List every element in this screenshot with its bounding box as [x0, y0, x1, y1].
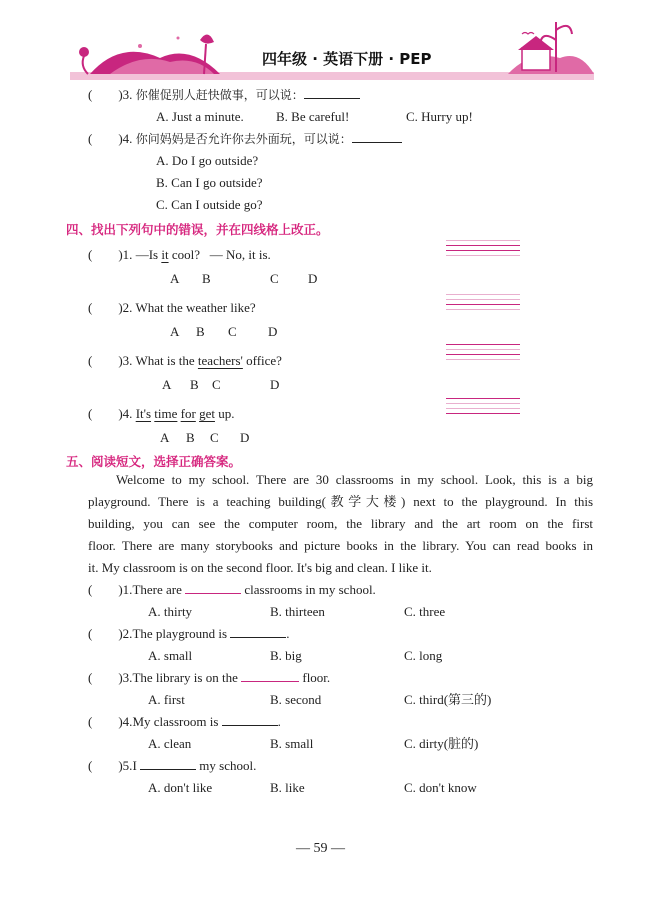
option-letter-b: B — [202, 271, 211, 286]
option-b: B. big — [270, 648, 302, 663]
question-text: There are — [132, 582, 182, 597]
option-c: C. dirty(脏的) — [404, 736, 479, 751]
option-letter-b: B — [196, 324, 205, 339]
header-decoration-art — [0, 0, 658, 84]
segment-c: for — [180, 406, 196, 421]
error-item-1: ( )1. —Is it cool? — No, it is. — [88, 247, 271, 262]
option-letter-d: D — [240, 430, 250, 445]
four-line-grid[interactable] — [446, 294, 520, 314]
passage-line: it. My classroom is on the second floor. It's big and clean. I like it. — [88, 560, 432, 575]
option-letter-c: C — [228, 324, 237, 339]
section-heading-5: 五、阅读短文，选择正确答案。 — [66, 454, 242, 469]
page-number: — 59 — — [296, 841, 345, 856]
option-letter-d: D — [268, 324, 278, 339]
error-item-2: ( )2. What the weather like? — [88, 300, 256, 315]
option-letter-a: A — [162, 377, 172, 392]
option-c: C. Hurry up! — [406, 109, 473, 124]
question-number: )4. — [118, 406, 133, 421]
question-prompt: 你催促别人赶快做事，可以说： — [135, 88, 304, 102]
option-b: B. like — [270, 780, 305, 795]
segment-d: get — [199, 406, 215, 421]
reading-passage — [88, 469, 593, 579]
option-a: A. first — [148, 692, 185, 707]
question-text-end: floor. — [302, 670, 331, 685]
option-b: B. Be careful! — [276, 109, 350, 124]
segment-b: is — [166, 353, 176, 368]
four-line-grid[interactable] — [446, 240, 520, 260]
option-letter-a: A — [170, 324, 180, 339]
option-c: C. third(第三的) — [404, 692, 492, 707]
answer-blank[interactable] — [230, 625, 286, 638]
option-letter-a: A — [170, 271, 180, 286]
segment-b: time — [154, 406, 178, 421]
header-banner — [0, 0, 658, 84]
option-letter-d: D — [308, 271, 318, 286]
question-text-end: my school. — [199, 758, 257, 773]
segment-a: What — [135, 300, 164, 315]
option-c: C. Can I outside go? — [156, 197, 263, 212]
question-3-row: ( )3. 你催促别人赶快做事，可以说： — [88, 86, 360, 104]
question-number: )2. — [118, 626, 133, 641]
option-b: B. second — [270, 692, 322, 707]
option-a: A. clean — [148, 736, 192, 751]
question-text: I — [132, 758, 137, 773]
segment-d: is. — [258, 247, 271, 262]
option-a: A. Just a minute. — [156, 109, 244, 124]
segment-c2: teachers' — [197, 353, 243, 368]
option-letter-c: C — [212, 377, 221, 392]
reading-question-4: ( )4.My classroom is . — [88, 714, 281, 729]
question-number: )3. — [118, 670, 133, 685]
question-text-end: . — [286, 626, 290, 641]
segment-c: the — [178, 353, 195, 368]
error-item-4: ( )4. It's time for get up. — [88, 406, 235, 421]
option-b: B. Can I go outside? — [156, 175, 263, 190]
segment-b: the — [166, 300, 183, 315]
segment-c: weather — [186, 300, 228, 315]
answer-blank[interactable] — [140, 757, 196, 770]
option-letter-a: A — [160, 430, 170, 445]
option-c: C. don't know — [404, 780, 477, 795]
option-letter-b: B — [186, 430, 195, 445]
question-number: )3. — [118, 87, 133, 102]
reading-question-5: ( )5.I my school. — [88, 758, 257, 773]
segment-b: it — [161, 247, 169, 262]
option-a: A. Do I go outside? — [156, 153, 259, 168]
question-text: The playground is — [132, 626, 228, 641]
segment-b2: cool? — [171, 247, 200, 262]
option-a: A. don't like — [148, 780, 213, 795]
option-letter-d: D — [270, 377, 280, 392]
segment-c: — No, it — [209, 247, 256, 262]
reading-question-1: ( )1.There are classrooms in my school. — [88, 582, 376, 597]
four-line-grid[interactable] — [446, 344, 520, 364]
segment-a: It's — [135, 406, 152, 421]
option-letter-c: C — [210, 430, 219, 445]
reading-question-2: ( )2.The playground is . — [88, 626, 290, 641]
question-text-end: classrooms in my school. — [244, 582, 376, 597]
option-letter-b: B — [190, 377, 199, 392]
question-number: )4. — [118, 714, 133, 729]
answer-blank[interactable] — [304, 86, 360, 99]
question-number: )1. — [118, 247, 133, 262]
passage-line: floor. There are many storybooks and picture books in the library. You can read books in — [88, 538, 593, 553]
answer-blank[interactable] — [352, 130, 402, 143]
passage-line: building, you can see the computer room, the library and the art room on the first — [88, 516, 593, 531]
question-number: )5. — [118, 758, 133, 773]
question-text-end: . — [277, 714, 281, 729]
option-c: C. three — [404, 604, 446, 619]
question-number: )3. — [118, 353, 133, 368]
segment-d: office? — [246, 353, 282, 368]
option-b: B. thirteen — [270, 604, 325, 619]
question-number: )2. — [118, 300, 133, 315]
question-number: )4. — [118, 131, 133, 146]
four-line-grid[interactable] — [446, 398, 520, 418]
segment-d: like? — [230, 300, 256, 315]
question-4-row: ( )4. 你问妈妈是否允许你去外面玩，可以说： — [88, 130, 402, 148]
segment-a: What — [135, 353, 164, 368]
passage-line: playground. There is a teaching building(教学大楼) next to the playground. In this — [88, 494, 593, 509]
segment-a: —Is — [135, 247, 159, 262]
question-number: )1. — [118, 582, 133, 597]
header-title: 四年级 · 英语下册 · PEP — [262, 50, 432, 68]
answer-blank[interactable] — [222, 713, 278, 726]
option-letter-c: C — [270, 271, 279, 286]
passage-line: Welcome to my school. There are 30 classrooms in my school. Look, this is a big — [116, 472, 593, 487]
reading-question-3: ( )3.The library is on the floor. — [88, 670, 331, 685]
option-c: C. long — [404, 648, 443, 663]
question-text: My classroom is — [132, 714, 219, 729]
option-a: A. small — [148, 648, 193, 663]
question-prompt: 你问妈妈是否允许你去外面玩，可以说： — [135, 132, 352, 146]
answer-blank[interactable] — [185, 581, 241, 594]
segment-d2: up. — [218, 406, 235, 421]
error-item-3: ( )3. What is the teachers' office? — [88, 353, 282, 368]
option-b: B. small — [270, 736, 314, 751]
answer-blank[interactable] — [241, 669, 299, 682]
question-text: The library is on the — [132, 670, 238, 685]
section-heading-4: 四、找出下列句中的错误，并在四线格上改正。 — [66, 222, 329, 237]
option-a: A. thirty — [148, 604, 193, 619]
